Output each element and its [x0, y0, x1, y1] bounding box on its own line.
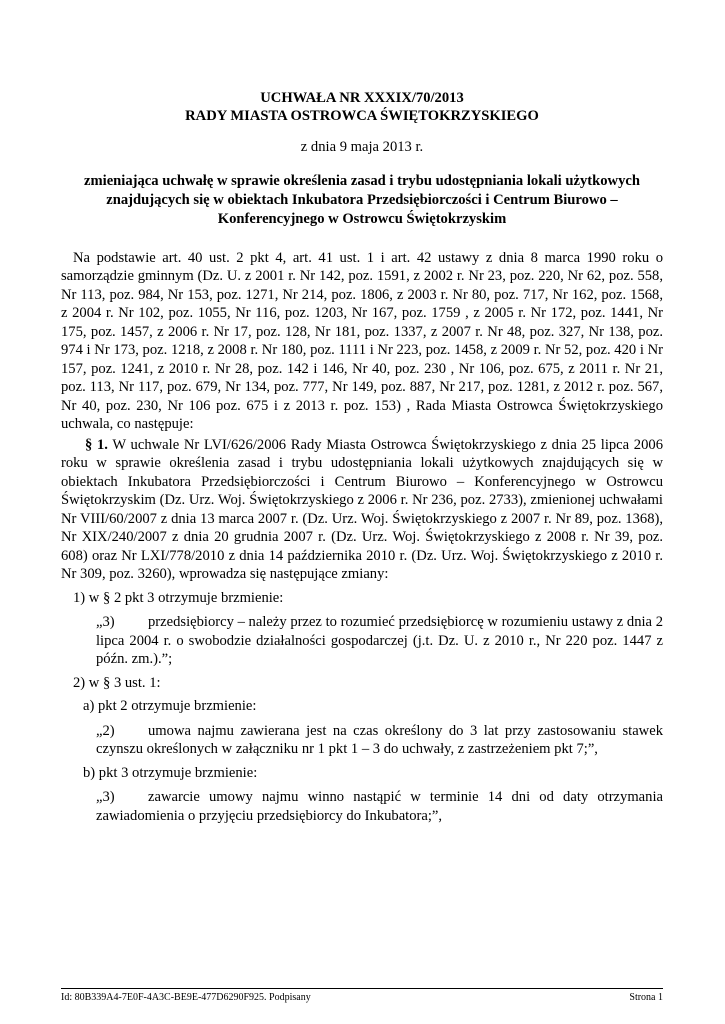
- amendment-item-2b-heading: b) pkt 3 otrzymuje brzmienie:: [83, 764, 258, 781]
- document-content: [61, 89, 663, 825]
- footer-divider: [61, 988, 663, 989]
- section-1-label: § 1.: [85, 436, 108, 453]
- council-name: RADY MIASTA OSTROWCA ŚWIĘTOKRZYSKIEGO: [185, 108, 539, 124]
- resolution-date: z dnia 9 maja 2013 r.: [300, 139, 424, 155]
- amendment-item-1-heading: 1) w § 2 pkt 3 otrzymuje brzmienie:: [73, 589, 284, 606]
- amendment-item-2b-quote: [61, 788, 663, 825]
- section-1: [61, 436, 663, 584]
- quote-text: przedsiębiorcy – należy przez to rozumieć przedsiębiorcę w rozumieniu ustawy z dnia 2 lipca 2004 r. o swobodzie działalności gospodarczej (j.t. Dz. U. z 2010 r., Nr 220 poz. 1447 z późn. zm.).”;: [96, 614, 663, 667]
- quote-number: „2): [96, 722, 115, 739]
- footer-page-number: Strona 1: [629, 992, 663, 1003]
- legal-basis-preamble: Na podstawie art. 40 ust. 2 pkt 4, art. 41 ust. 1 i art. 42 ustawy z dnia 8 marca 1990 roku o samorządzie gminnym (Dz. U. z 2001 r. Nr 142, poz. 1591, z 2002 r. Nr 23, poz. 220, Nr 62, poz. 558, Nr 113, poz. 984, Nr 153, poz. 1271, Nr 214, poz. 1806, z 2003 r. Nr 80, poz. 717, Nr 162, poz. 1568, z 2004 r. Nr 102, poz. 1055, Nr 116, poz. 1203, Nr 167, poz. 1759 , z 2005 r. Nr 172, poz. 1441, Nr 175, poz. 1457, z 2006 r. Nr 17, poz. 128, Nr 181, poz. 1337, z 2007 r. Nr 48, poz. 327, Nr 138, poz. 974 i Nr 173, poz. 1218, z 2008 r. Nr 180, poz. 1111 i Nr 223, poz. 1458, z 2009 r. Nr 52, poz. 420 i Nr 157, poz. 1241, z 2010 r. Nr 28, poz. 142 i 146, Nr 40, poz. 230 , Nr 106, poz. 675, z 2011 r. Nr 21, poz. 113, Nr 117, poz. 679, Nr 134, poz. 777, Nr 149, poz. 887, Nr 217, poz. 1281, z 2012 r. poz. 567, Nr 40, poz. 230, Nr 106 poz. 675 i z 2013 r. poz. 153) , Rada Miasta Ostrowca Świętokrzyskiego uchwala, co następuje:: [61, 249, 663, 432]
- section-1-text: W uchwale Nr LVI/626/2006 Rady Miasta Ostrowca Świętokrzyskiego z dnia 25 lipca 2006 roku w sprawie określenia zasad i trybu udostępniania lokali użytkowych znajdujących się w obiektach Inkubatora Przedsiębiorczości i Centrum Biurowo – Konferencyjnego w Ostrowcu Świętokrzyskim (Dz. Urz. Woj. Świętokrzyskiego z 2006 r. Nr 236, poz. 2733), zmienionej uchwałami Nr VIII/60/2007 z dnia 13 marca 2007 r. (Dz. Urz. Woj. Świętokrzyskiego z 2007 r. Nr 89, poz. 1368), Nr XIX/240/2007 z dnia 20 grudnia 2007 r. (Dz. Urz. Woj. Świętokrzyskiego z 2008 r. Nr 39, poz. 608) oraz Nr LXI/778/2010 z dnia 14 października 2010 r. (Dz. Urz. Woj. Świętokrzyskiego z 2010 r. Nr 309, poz. 3260), wprowadza się następujące zmiany:: [61, 436, 663, 582]
- amendment-item-2a-quote: [61, 722, 663, 759]
- quote-number: „3): [96, 614, 115, 630]
- amendment-item-2a-heading: a) pkt 2 otrzymuje brzmienie:: [83, 698, 257, 714]
- quote-text: umowa najmu zawierana jest na czas określony do 3 lat przy zastosowaniu stawek czynszu określonych w załączniku nr 1 pkt 1 – 3 do uchwały, z zastrzeżeniem pkt 7;”,: [96, 722, 663, 757]
- quote-text: zawarcie umowy najmu winno nastąpić w terminie 14 dni od daty otrzymania zawiadomienia o przyjęciu przedsiębiorcy do Inkubatora;”,: [96, 789, 663, 824]
- resolution-number: UCHWAŁA NR XXXIX/70/2013: [260, 90, 464, 106]
- amendment-item-1-quote: [61, 613, 663, 669]
- footer-document-id: Id: 80B339A4-7E0F-4A3C-BE9E-477D6290F925. Podpisany: [61, 992, 311, 1003]
- resolution-subject: zmieniająca uchwałę w sprawie określenia zasad i trybu udostępniania lokali użytkowych znajdujących się w obiektach Inkubatora Przedsiębiorczości i Centrum Biurowo – Konferencyjnego w Ostrowcu Świętokrzyskim: [84, 172, 640, 227]
- amendment-item-2-heading: 2) w § 3 ust. 1:: [73, 674, 161, 691]
- quote-number: „3): [96, 789, 115, 805]
